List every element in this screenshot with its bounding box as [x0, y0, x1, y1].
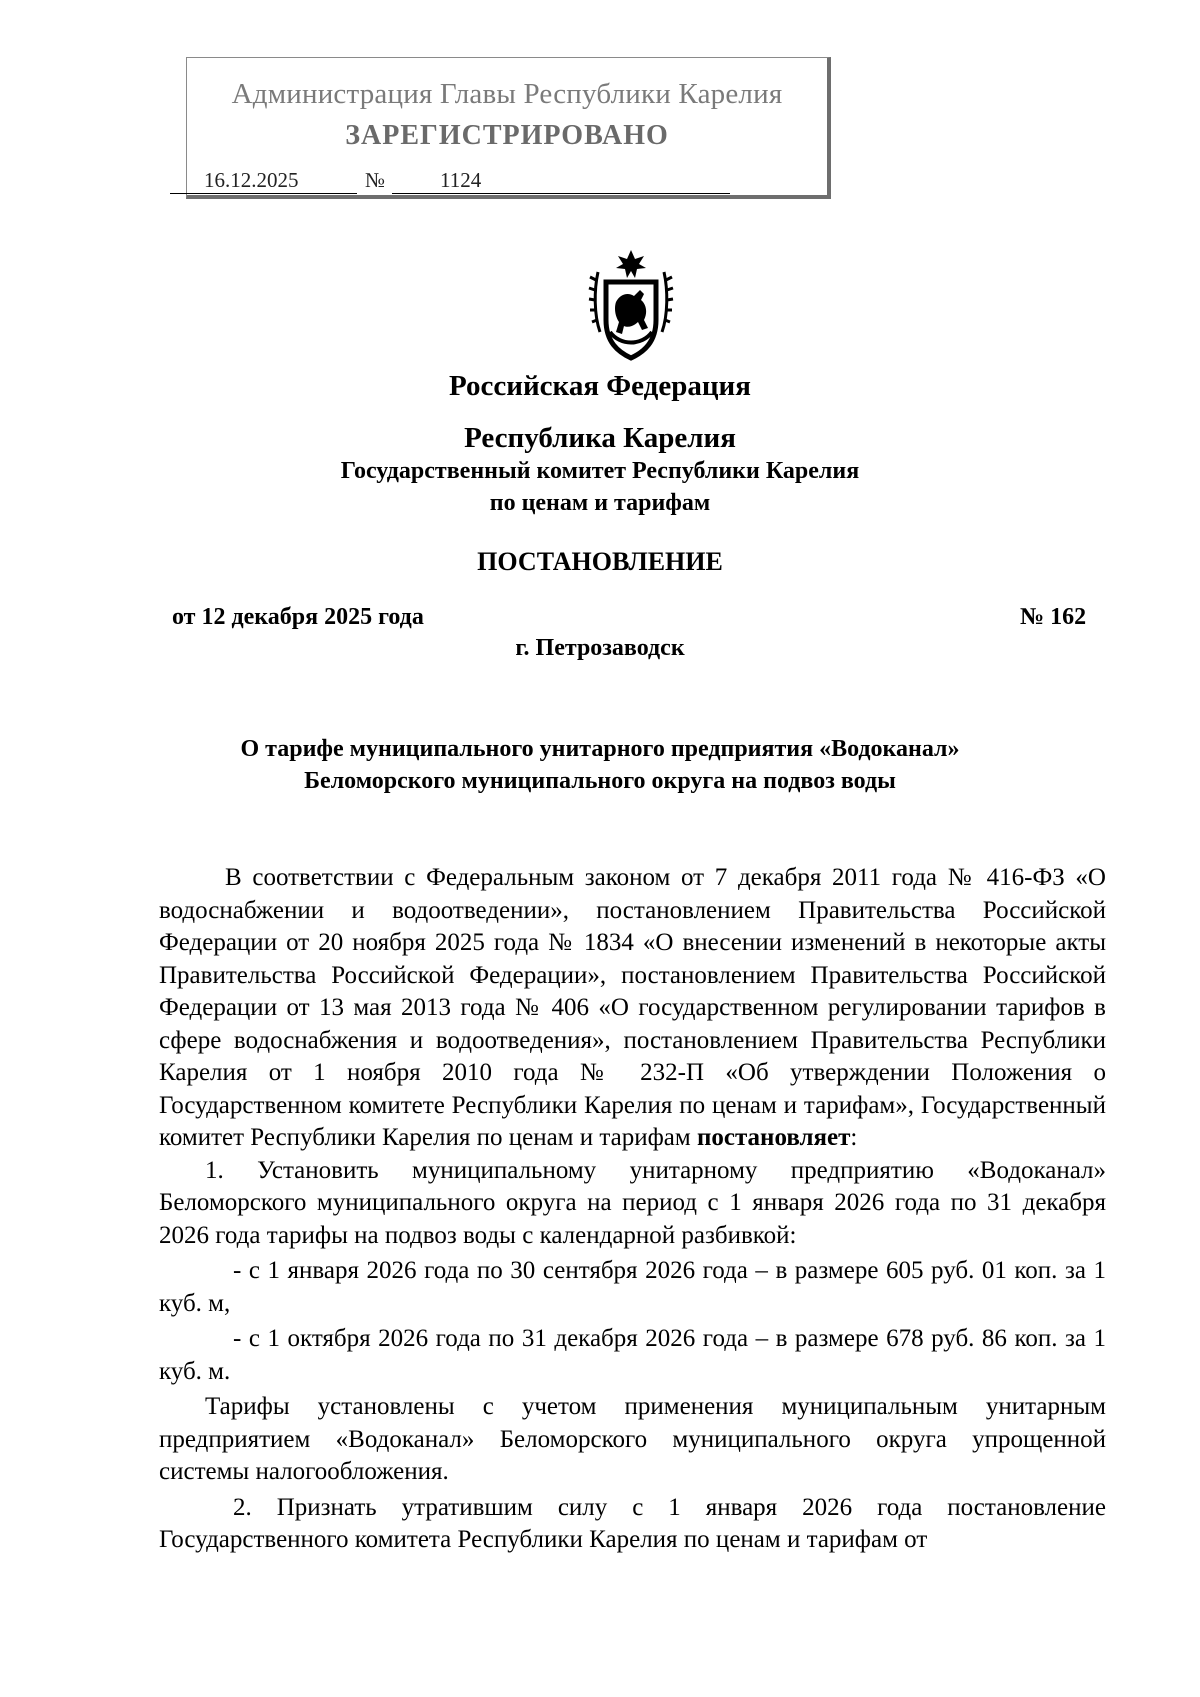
- item-1-paragraph: 1. Установить муниципальному унитарному предприятию «Водоканал» Беломорского муниципального округа на период с 1 января 2026 года по 31 декабря 2026 года тарифы на подвоз воды с календарной разбивкой:: [159, 1156, 1106, 1249]
- document-body: [159, 862, 1106, 1557]
- coat-of-arms-icon: [586, 250, 676, 370]
- stamp-status: ЗАРЕГИСТРИРОВАНО: [345, 120, 669, 151]
- document-title-line2: Беломорского муниципального округа на подвоз воды: [304, 768, 896, 794]
- resolves-word: постановляет: [696, 1124, 851, 1151]
- republic-heading: Республика Карелия: [464, 422, 736, 454]
- item-2-paragraph: 2. Признать утратившим силу с 1 января 2026 года постановление Государственного комитета Республики Карелия по ценам и тарифам от: [159, 1493, 1106, 1553]
- committee-heading-line2: по ценам и тарифам: [489, 490, 711, 516]
- committee-heading-line1: Государственный комитет Республики Карелия: [340, 458, 860, 484]
- resolves-colon: :: [850, 1124, 858, 1151]
- stamp-date: 16.12.2025: [204, 168, 299, 192]
- tax-note-paragraph: Тарифы установлены с учетом применения муниципальным унитарным предприятием «Водоканал» Беломорского муниципального округа упрощенной системы налогообложения.: [159, 1393, 1106, 1485]
- stamp-number-sign: №: [365, 168, 386, 192]
- preamble-text: В соответствии с Федеральным законом от 7 декабря 2011 года № 416-ФЗ «О водоснабжении и водоотведении», постановлением Правительства Российской Федерации от 20 ноября 2025 года № 1834 «О внесении изменений в некоторые акты Правительства Российской Федерации», постановлением Правительства Российской Федерации от 13 мая 2013 года № 406 «О государственном регулировании тарифов в сфере водоснабжения и водоотведения», постановлением Правительства Республики Карелия от 1 ноября 2010 года № 232-П «Об утверждении Положения о Государственном комитете Республики Карелия по ценам и тарифам», Государственный комитет Республики Карелия по ценам и тарифам: [159, 864, 1106, 1151]
- stamp-number: 1124: [440, 168, 482, 192]
- preamble-paragraph: [159, 862, 1106, 1155]
- stamp-registration-line: [170, 168, 770, 196]
- document-title-line1: О тарифе муниципального унитарного предприятия «Водоканал»: [240, 736, 960, 762]
- document-number: № 162: [1020, 604, 1087, 630]
- tariff-2-paragraph: - с 1 октября 2026 года по 31 декабря 2026 года – в размере 678 руб. 86 коп. за 1 куб. м.: [159, 1325, 1106, 1385]
- stamp-authority: Администрация Главы Республики Карелия: [231, 78, 783, 110]
- document-type: ПОСТАНОВЛЕНИЕ: [477, 547, 723, 576]
- country-heading: Российская Федерация: [449, 370, 751, 402]
- tariff-1-paragraph: - с 1 января 2026 года по 30 сентября 2026 года – в размере 605 руб. 01 коп. за 1 куб. м,: [159, 1257, 1106, 1317]
- document-city: г. Петрозаводск: [515, 635, 685, 661]
- document-date: от 12 декабря 2025 года: [172, 604, 424, 630]
